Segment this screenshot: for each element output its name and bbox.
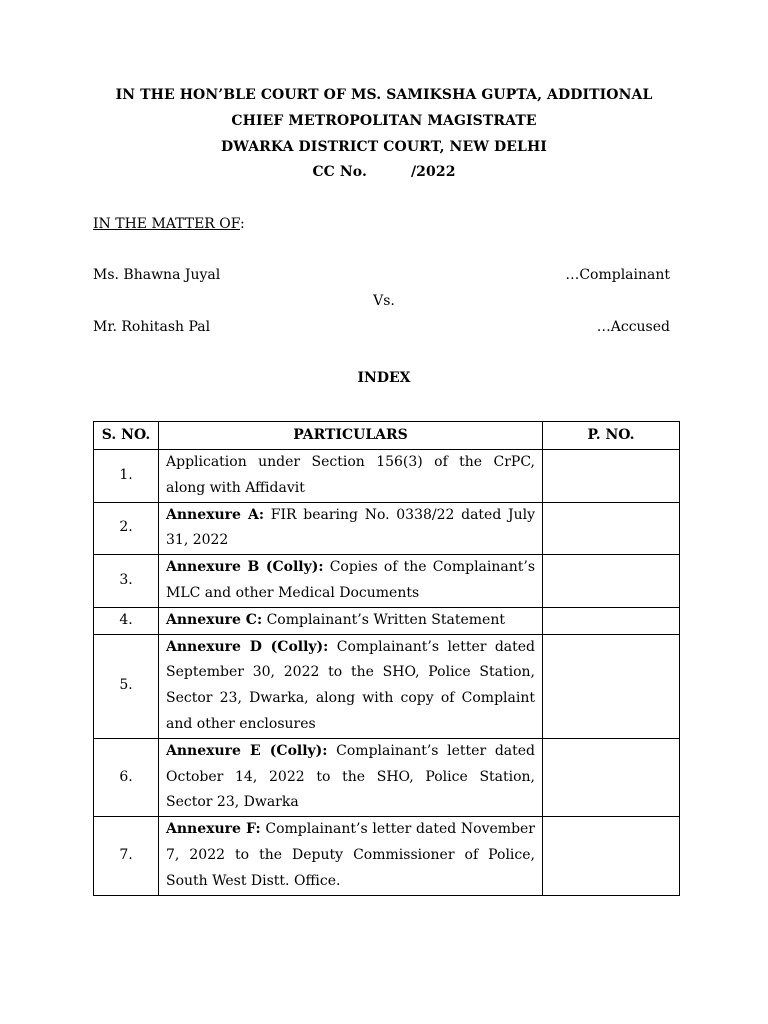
row-serial-number: 7. <box>94 817 159 895</box>
complainant-row <box>93 267 670 287</box>
row-page-number <box>543 450 680 503</box>
row-page-number <box>543 607 680 634</box>
particulars-text: Complainant’s letter dated October 14, 2022 to the SHO, Police Station, Sector 23, Dwarka <box>166 742 535 811</box>
row-particulars <box>159 450 543 503</box>
row-page-number <box>543 502 680 555</box>
table-row <box>94 817 680 895</box>
particulars-text: Complainant’s letter dated September 30, 2022 to the SHO, Police Station, Sector 23, Dwarka, along with copy of Complaint and other enclosures <box>166 638 536 732</box>
table-row <box>94 450 680 503</box>
row-particulars <box>159 607 543 634</box>
header-particulars: PARTICULARS <box>159 422 543 450</box>
case-number <box>0 164 768 180</box>
annexure-label: Annexure A: <box>166 506 265 523</box>
complainant-name: Ms. Bhawna Juyal <box>93 267 221 283</box>
row-page-number <box>543 817 680 895</box>
row-serial-number: 1. <box>94 450 159 503</box>
row-serial-number: 3. <box>94 555 159 608</box>
row-particulars <box>159 555 543 608</box>
header-sno: S. NO. <box>94 422 159 450</box>
particulars-text: Complainant’s letter dated November 7, 2022 to the Deputy Commissioner of Police, South West Distt. Office. <box>166 821 536 889</box>
case-number-suffix: /2022 <box>410 164 456 180</box>
row-serial-number: 2. <box>94 502 159 555</box>
annexure-label: Annexure B (Colly): <box>166 559 324 576</box>
row-page-number <box>543 634 680 738</box>
row-serial-number: 6. <box>94 738 159 816</box>
row-serial-number: 4. <box>94 607 159 634</box>
row-page-number <box>543 738 680 816</box>
matter-heading <box>93 216 245 232</box>
table-row <box>94 738 680 816</box>
accused-row <box>93 319 670 339</box>
particulars-text: Copies of the Complainant’s MLC and other Medical Documents <box>166 559 536 601</box>
accused-role: …Accused <box>596 319 670 335</box>
row-particulars <box>159 738 543 816</box>
court-heading-line-2: CHIEF METROPOLITAN MAGISTRATE <box>231 113 537 129</box>
matter-colon: : <box>239 216 245 232</box>
particulars-text: FIR bearing No. 0338/22 dated July 31, 2022 <box>166 506 536 549</box>
table-row <box>94 607 680 634</box>
matter-label: IN THE MATTER OF <box>93 216 240 232</box>
table-row <box>94 502 680 555</box>
index-header-row <box>94 422 680 450</box>
accused-name: Mr. Rohitash Pal <box>93 319 211 335</box>
annexure-label: Annexure E (Colly): <box>166 742 328 759</box>
index-title: INDEX <box>357 370 411 386</box>
row-particulars <box>159 502 543 555</box>
versus-label: Vs. <box>373 293 395 309</box>
index-table <box>93 421 680 896</box>
annexure-label: Annexure F: <box>166 821 261 838</box>
row-particulars <box>159 634 543 738</box>
particulars-text: Application under Section 156(3) of the CrPC, along with Affidavit <box>166 454 535 496</box>
annexure-label: Annexure D (Colly): <box>166 638 329 655</box>
table-row <box>94 555 680 608</box>
court-heading-line-1: IN THE HON’BLE COURT OF MS. SAMIKSHA GUPTA, ADDITIONAL <box>115 87 653 103</box>
table-row <box>94 634 680 738</box>
row-particulars <box>159 817 543 895</box>
row-page-number <box>543 555 680 608</box>
annexure-label: Annexure C: <box>166 611 263 628</box>
particulars-text: Complainant’s Written Statement <box>266 611 505 628</box>
complainant-role: …Complainant <box>565 267 670 283</box>
header-pno: P. NO. <box>543 422 680 450</box>
row-serial-number: 5. <box>94 634 159 738</box>
case-number-prefix: CC No. <box>312 164 367 180</box>
court-heading-line-3: DWARKA DISTRICT COURT, NEW DELHI <box>221 139 547 155</box>
